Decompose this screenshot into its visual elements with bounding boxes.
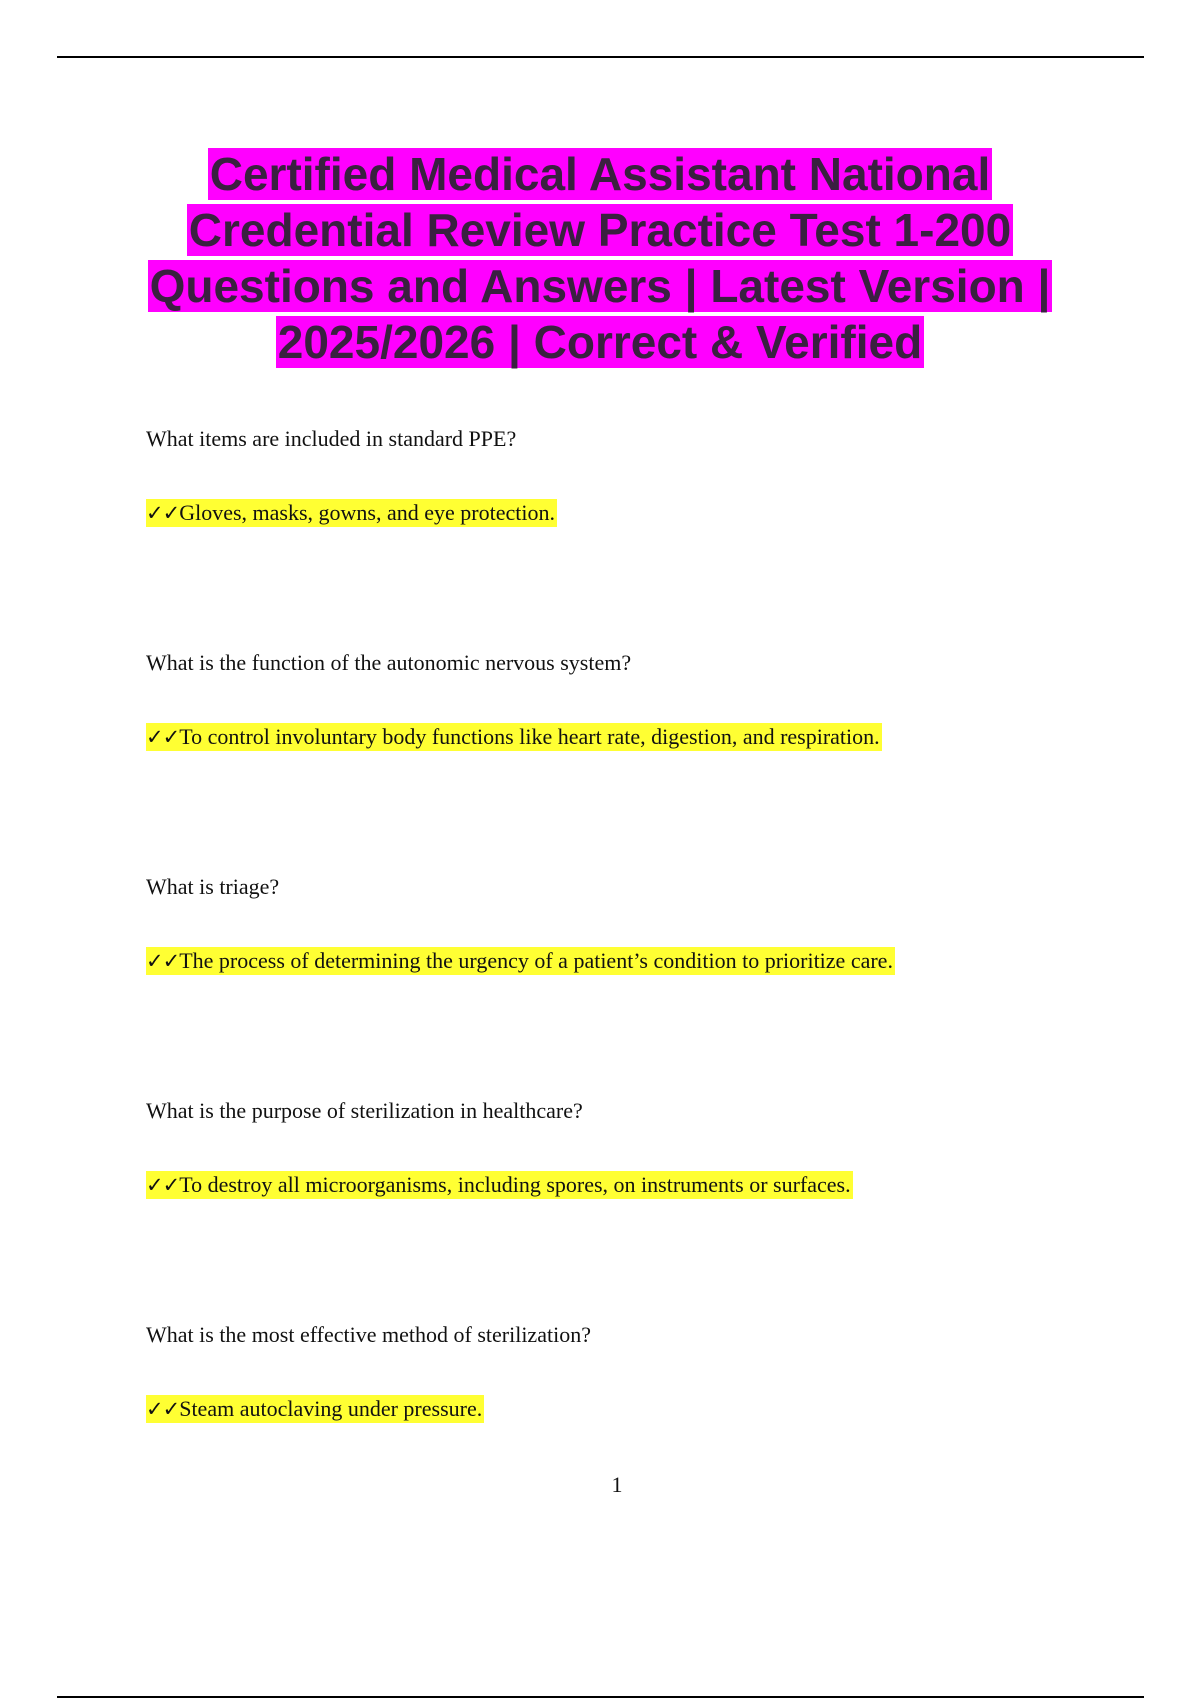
answer-5-text: Steam autoclaving under pressure.	[179, 1396, 483, 1421]
double-check-icon: ✓✓	[146, 1173, 180, 1197]
qa-item-2	[146, 649, 1106, 751]
double-check-icon: ✓✓	[146, 949, 180, 973]
answer-2	[146, 723, 882, 751]
answer-3	[146, 947, 895, 975]
double-check-icon: ✓✓	[146, 725, 180, 749]
document-title	[100, 146, 1100, 370]
footer-rule	[57, 1696, 1144, 1698]
answer-1-text: Gloves, masks, gowns, and eye protection.	[179, 500, 555, 525]
question-4: What is the purpose of sterilization in healthcare?	[146, 1098, 583, 1123]
answer-1	[146, 499, 557, 527]
question-3: What is triage?	[146, 874, 280, 899]
qa-item-1	[146, 425, 1106, 527]
question-5: What is the most effective method of sterilization?	[146, 1322, 591, 1347]
qa-item-5	[146, 1321, 1106, 1423]
document-title-text: Certified Medical Assistant National Credential Review Practice Test 1-200 Questions and Answers | Latest Version | 2025/2026 | Correct & Verified	[149, 148, 1051, 368]
answer-3-text: The process of determining the urgency of a patient’s condition to prioritize care.	[179, 948, 893, 973]
page-number: 1	[611, 1472, 623, 1497]
answer-5	[146, 1395, 484, 1423]
qa-item-4	[146, 1097, 1106, 1199]
answer-4-text: To destroy all microorganisms, including spores, on instruments or surfaces.	[179, 1172, 851, 1197]
question-1: What items are included in standard PPE?	[146, 426, 517, 451]
answer-4	[146, 1171, 853, 1199]
double-check-icon: ✓✓	[146, 501, 180, 525]
question-2: What is the function of the autonomic nervous system?	[146, 650, 632, 675]
answer-2-text: To control involuntary body functions like heart rate, digestion, and respiration.	[179, 724, 880, 749]
double-check-icon: ✓✓	[146, 1397, 180, 1421]
qa-item-3	[146, 873, 1106, 975]
header-rule	[57, 56, 1144, 58]
